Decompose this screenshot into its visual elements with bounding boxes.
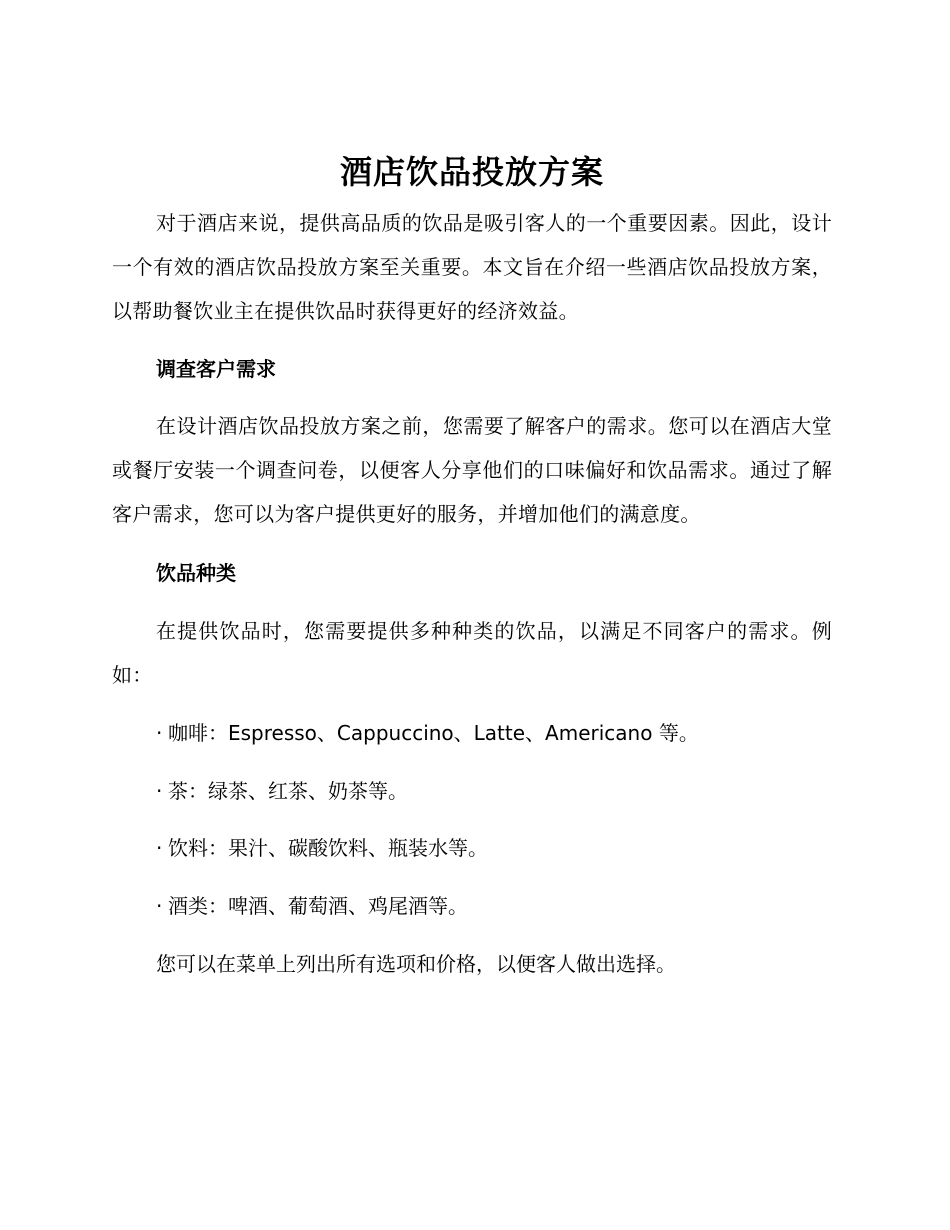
section-body-survey: 在设计酒店饮品投放方案之前，您需要了解客户的需求。您可以在酒店大堂或餐厅安装一个调查问卷，以便客人分享他们的口味偏好和饮品需求。通过了解客户需求，您可以为客户提供更好的服务，并增加他们的满意度。 xyxy=(112,414,832,526)
bullet-marker: · xyxy=(156,836,163,860)
bullet-text: 咖啡：Espresso、Cappuccino、Latte、Americano 等。 xyxy=(168,721,699,745)
bullet-marker: · xyxy=(156,721,163,745)
closing-paragraph: 您可以在菜单上列出所有选项和价格，以便客人做出选择。 xyxy=(156,952,676,976)
bullet-item-tea xyxy=(156,776,408,806)
intro-paragraph: 对于酒店来说，提供高品质的饮品是吸引客人的一个重要因素。因此，设计一个有效的酒店饮品投放方案至关重要。本文旨在介绍一些酒店饮品投放方案，以帮助餐饮业主在提供饮品时获得更好的经济效益。 xyxy=(112,211,832,323)
bullet-marker: · xyxy=(156,779,163,803)
document-title: 酒店饮品投放方案 xyxy=(339,153,604,191)
bullet-item-alcohol xyxy=(156,891,468,921)
section-body-drink-types: 在提供饮品时，您需要提供多种种类的饮品，以满足不同客户的需求。例如： xyxy=(112,619,832,687)
bullet-text: 酒类：啤酒、葡萄酒、鸡尾酒等。 xyxy=(168,894,468,918)
bullet-item-coffee xyxy=(156,718,699,748)
section-heading-drink-types: 饮品种类 xyxy=(156,561,236,585)
bullet-item-beverages xyxy=(156,833,488,863)
bullet-text: 饮料：果汁、碳酸饮料、瓶装水等。 xyxy=(168,836,488,860)
bullet-marker: · xyxy=(156,894,163,918)
bullet-text: 茶：绿茶、红茶、奶茶等。 xyxy=(168,779,408,803)
section-heading-survey: 调查客户需求 xyxy=(156,357,276,381)
